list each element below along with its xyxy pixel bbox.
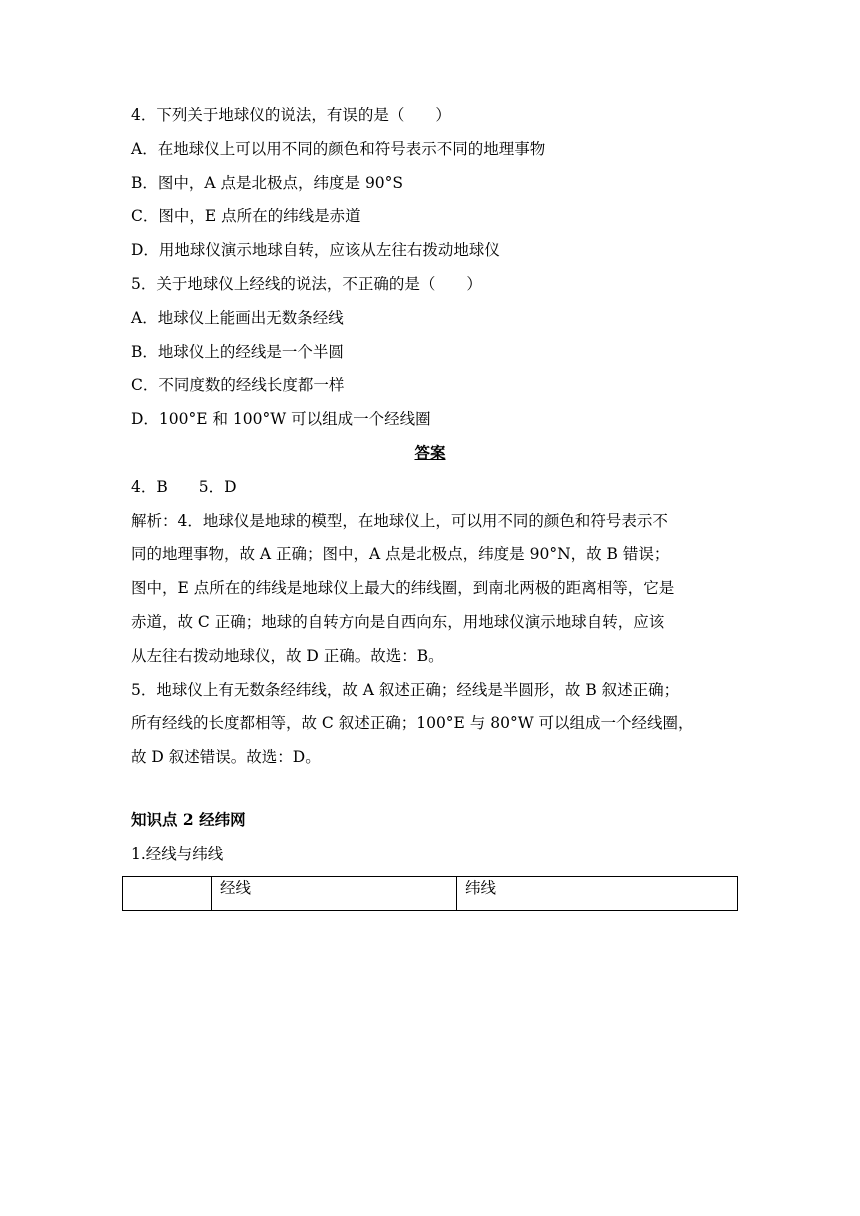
question-4-option-d: D．用地球仪演示地球自转，应该从左往右拨动地球仪	[131, 241, 500, 259]
answer-title: 答案	[414, 443, 446, 462]
table-header-cell-empty	[123, 877, 212, 911]
knowledge-subheading: 1.经线与纬线	[131, 845, 224, 863]
table-header-cell-parallel: 纬线	[457, 877, 738, 911]
answer-summary: 4．B 5．D	[131, 478, 237, 496]
meridian-parallel-table	[122, 876, 738, 911]
explanation-line: 解析：4．地球仪是地球的模型，在地球仪上，可以用不同的颜色和符号表示不	[131, 512, 668, 530]
explanation-line: 从左往右拨动地球仪，故 D 正确。故选：B。	[131, 647, 444, 665]
explanation-line: 所有经线的长度都相等，故 C 叙述正确；100°E 与 80°W 可以组成一个经线圈，	[131, 714, 694, 732]
explanation-line: 同的地理事物，故 A 正确；图中，A 点是北极点，纬度是 90°N，故 B 错误；	[131, 545, 670, 563]
table-header-cell-meridian: 经线	[212, 877, 457, 911]
table-header-row	[123, 877, 738, 911]
question-4-option-c: C．图中，E 点所在的纬线是赤道	[131, 207, 361, 225]
question-4-option-a: A．在地球仪上可以用不同的颜色和符号表示不同的地理事物	[131, 140, 546, 158]
question-5-option-a: A．地球仪上能画出无数条经线	[131, 309, 344, 327]
explanation-line: 图中，E 点所在的纬线是地球仪上最大的纬线圈，到南北两极的距离相等，它是	[131, 579, 675, 597]
question-5-option-d: D．100°E 和 100°W 可以组成一个经线圈	[131, 410, 431, 428]
explanation-line: 5．地球仪上有无数条经纬线，故 A 叙述正确；经线是半圆形，故 B 叙述正确；	[131, 681, 680, 699]
question-5-option-b: B．地球仪上的经线是一个半圆	[131, 343, 344, 361]
explanation-line: 赤道，故 C 正确；地球的自转方向是自西向东，用地球仪演示地球自转，应该	[131, 613, 665, 631]
question-5-option-c: C．不同度数的经线长度都一样	[131, 376, 345, 394]
knowledge-heading: 知识点 2 经纬网	[131, 810, 246, 829]
question-5-stem: 5．关于地球仪上经线的说法，不正确的是（ ）	[131, 275, 482, 293]
question-4-option-b: B．图中，A 点是北极点，纬度是 90°S	[131, 174, 404, 192]
question-4-stem: 4．下列关于地球仪的说法，有误的是（ ）	[131, 106, 451, 124]
explanation-line: 故 D 叙述错误。故选：D。	[131, 748, 321, 766]
